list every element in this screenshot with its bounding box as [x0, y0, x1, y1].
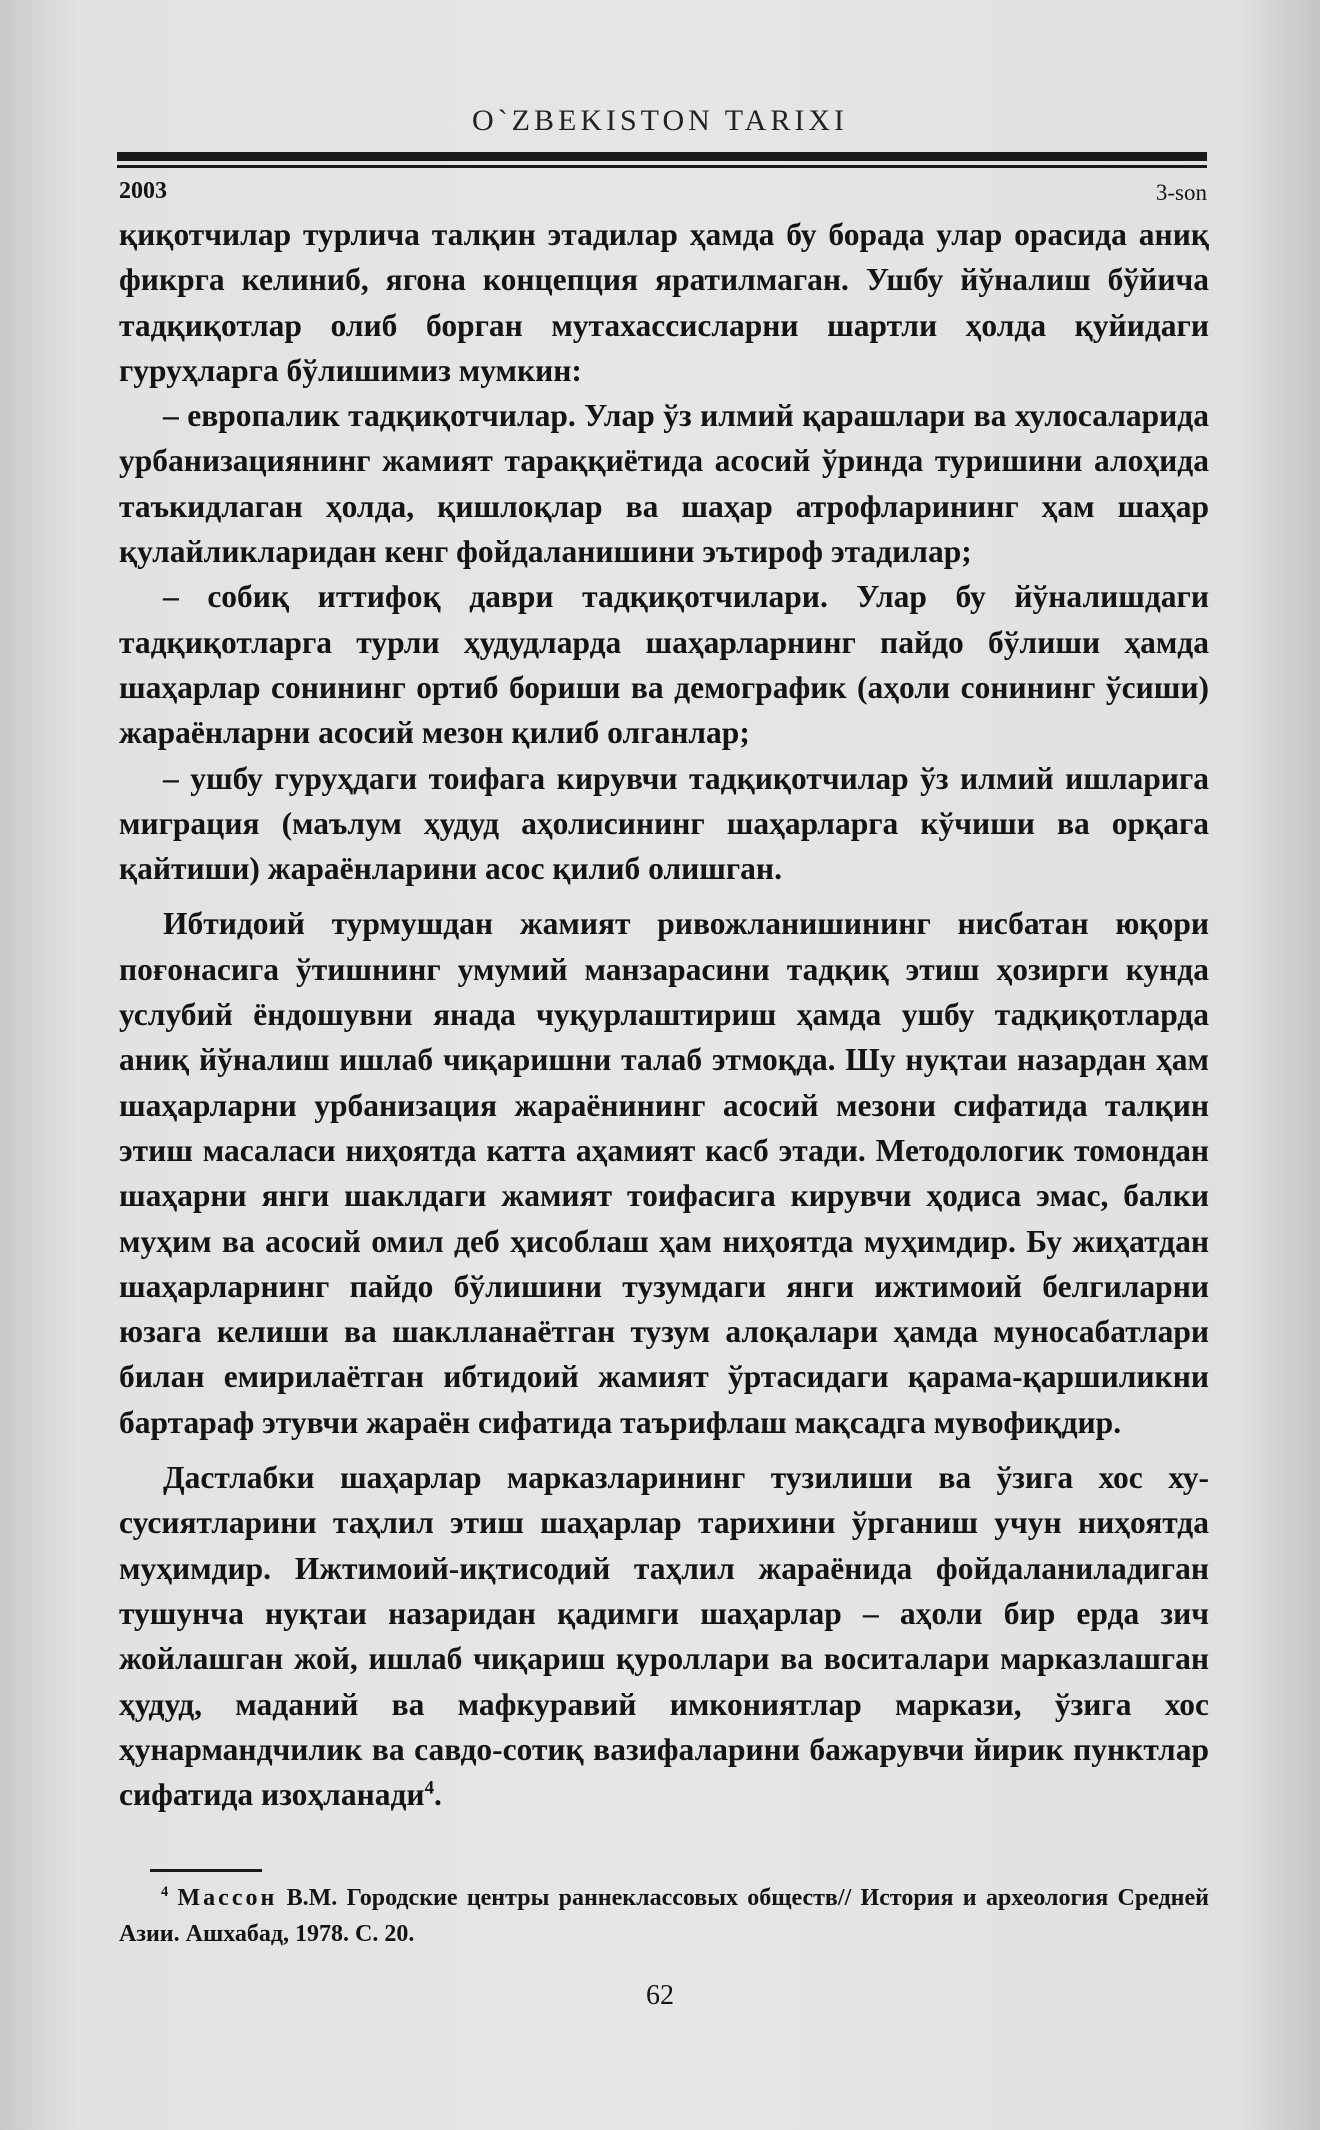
header-rule-thin — [117, 165, 1207, 168]
paragraph: – европалик тадқиқотчилар. Улар ўз илмий қарашлари ва хулосаларида урбанизациянинг жамият тараққиётида асосий ўринда туришини алоҳида таъкидлаган ҳолда, қишлоқлар ва шаҳар атрофларининг ҳам шаҳар қулайликларидан кенг фойдаланишини эътироф этадилар; — [119, 398, 1209, 570]
paragraph: – собиқ иттифоқ даври тадқиқотчилари. Улар бу йўналишдаги тадқиқотларга турли ҳудудларда шаҳарларнинг пайдо бўлиши ҳамда шаҳарлар сонининг ортиб бориши ва демографик (аҳоли сонининг ўсиши) жараёнларни асосий мезон қилиб олганлар; — [119, 579, 1209, 751]
paragraph: қиқотчилар турлича талқин этадилар ҳамда бу борада улар орасида аниқ фикрга келиниб, ягона концепция яратилмаган. Ушбу йўналиш бўйича тадқиқотлар олиб борган мутахассисларни шартли ҳолда қуйидаги гуруҳларга бўлишимиз мумкин: — [119, 217, 1209, 388]
header-rule-thick — [117, 152, 1207, 161]
paragraph — [119, 1455, 1209, 1817]
journal-title: O`ZBEKISTON TARIXI — [472, 104, 848, 137]
issue-number: 3-son — [1155, 180, 1207, 205]
paragraph: – ушбу гуруҳдаги тоифага кирувчи тадқиқотчилар ўз илмий ишларига миграция (маълум ҳудуд аҳолисининг шаҳарларга кўчиши ва орқага қайтиши) жараёнларини асос қилиб олишган. — [119, 760, 1209, 887]
paragraph-end: . — [434, 1777, 442, 1813]
paragraph-text: Дастлабки шаҳарлар марказларининг тузилиши ва ўзига хос хусусиятларини таҳлил этиш шаҳарлар тарихини ўрганиш учун ниҳоятда муҳимдир. Ижтимоий-иқтисодий таҳлил жараёнида фойдаланиладиган тушунча нуқтаи назаридан қадимги шаҳарлар – аҳоли бир ерда зич жойлашган жой, ишлаб чиқариш қуроллари ва воситалари марказлашган ҳудуд, маданий ва мафкуравий имкониятлар маркази, ўзига хос ҳунармандчилик ва савдо-сотиқ вазифаларини бажарувчи йирик пунктлар сифатида изоҳланади — [119, 1460, 1209, 1813]
issue-year: 2003 — [119, 178, 167, 204]
footnote-reference[interactable]: 4 — [424, 1777, 435, 1799]
paragraph: Ибтидоий турмушдан жамият ривожланишининг нисбатан юқори поғонасига ўтишнинг умумий манзарасини тадқиқ этиш ҳозирги кунда услубий ёндошувни янада чуқурлаштириш ҳамда ушбу тадқиқотларда аниқ йўналиш ишлаб чиқаришни талаб этмоқда. Шу нуқтаи назардан ҳам шаҳарларни урбанизация жараёнининг асосий мезони сифатида талқин этиш масаласи ниҳоятда катта аҳамият касб этади. Методологик томондан шаҳарни янги шаклдаги жамият тоифасига кирувчи ҳодиса эмас, балки муҳим ва асосий омил деб ҳисоблаш ҳам ниҳоятда муҳимдир. Бу жиҳатдан шаҳарларнинг пайдо бўлишини тузумдаги янги ижтимоий белгиларни юзага келиши ва шаклланаётган тузум алоқалари ҳамда муносабатлари билан емирилаётган ибтидоий жамият ўртасидаги қарама-қаршиликни бартараф этувчи жараён сифатида таърифлаш мақсадга мувофиқдир. — [119, 906, 1209, 1440]
footnote-author: Массон — [177, 1885, 278, 1911]
footnote-rule — [150, 1869, 262, 1872]
footnote — [119, 1880, 1209, 1952]
footnote-marker: 4 — [161, 1884, 169, 1900]
main-text — [119, 212, 1209, 1817]
page-number: 62 — [646, 1980, 674, 2011]
footnote-text: В.М. Городские центры раннеклассовых обществ// История и археология Средней Азии. Ашхабад, 1978. С. 20. — [119, 1885, 1209, 1947]
